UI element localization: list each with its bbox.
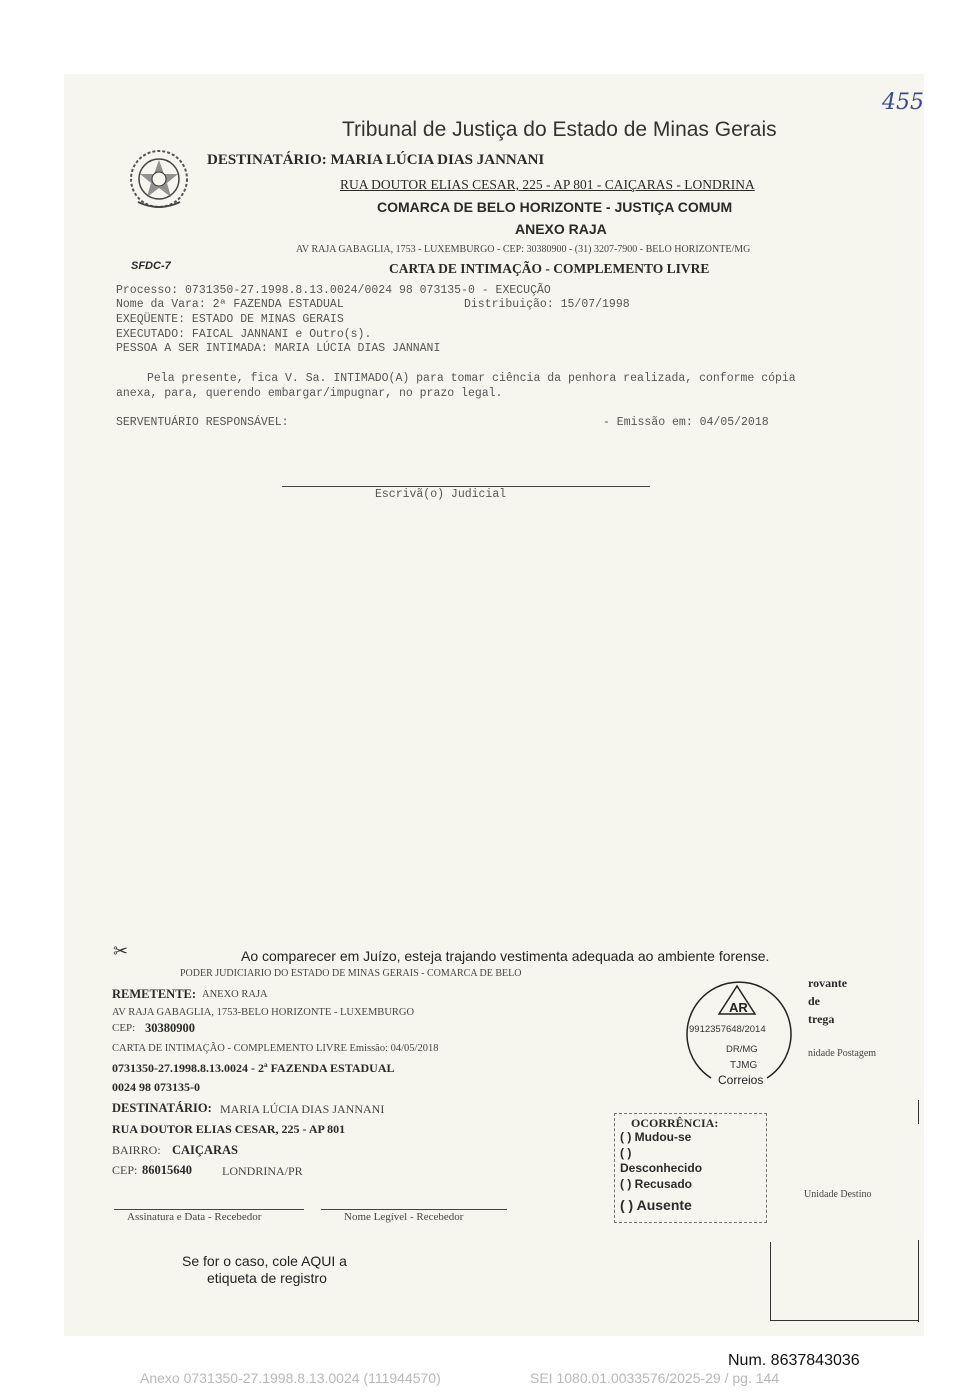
document-title: CARTA DE INTIMAÇÃO - COMPLEMENTO LIVRE	[389, 261, 710, 276]
serventuario-label: SERVENTUÁRIO RESPONSÁVEL:	[116, 416, 289, 429]
emission-date: - Emissão em: 04/05/2018	[603, 416, 769, 429]
case-pessoa: PESSOA A SER INTIMADA: MARIA LÚCIA DIAS JANNANI	[116, 342, 441, 355]
form-code: SFDC-7	[131, 260, 171, 272]
ar-remetente-value: ANEXO RAJA	[202, 989, 268, 1000]
handwritten-page-number: 455	[882, 90, 924, 115]
stamp-dr: DR/MG	[726, 1044, 758, 1055]
ar-poder-judiciario: PODER JUDICIARIO DO ESTADO DE MINAS GERAIS - COMARCA DE BELO	[180, 968, 522, 979]
case-vara: Nome da Vara: 2ª FAZENDA ESTADUAL	[116, 298, 344, 311]
court-name: Tribunal de Justiça do Estado de Minas Gerais	[342, 118, 777, 141]
receiver-name-label: Nome Legível - Recebedor	[344, 1211, 464, 1223]
ocorrencia-title: OCORRÊNCIA:	[631, 1116, 719, 1130]
ar-bairro-value: CAIÇARAS	[172, 1143, 238, 1157]
ar-cep-label: CEP:	[112, 1022, 136, 1034]
unidade-postagem-label: nidade Postagem	[808, 1048, 877, 1059]
body-line-1: Pela presente, fica V. Sa. INTIMADO(A) para tomar ciência da penhora realizada, conforme cópia	[147, 372, 796, 385]
ar-remetente-address: AV RAJA GABAGLIA, 1753-BELO HORIZONTE - LUXEMBURGO	[112, 1007, 415, 1018]
etiqueta-line-1: Se for o caso, cole AQUI a	[182, 1253, 347, 1269]
stamp-ar-text: AR	[729, 1000, 748, 1015]
header-recipient: DESTINATÁRIO: MARIA LÚCIA DIAS JANNANI	[207, 152, 545, 168]
ar-destinatario-address: RUA DOUTOR ELIAS CESAR, 225 - AP 801	[112, 1122, 346, 1136]
case-distribuicao: Distribuição: 15/07/1998	[464, 298, 630, 311]
body-line-2: anexa, para, querendo embargar/impugnar, no prazo legal.	[116, 387, 503, 400]
comprovante-3: trega	[808, 1012, 835, 1026]
signature-label: Escrivã(o) Judicial	[375, 488, 507, 501]
etiqueta-line-2: etiqueta de registro	[207, 1270, 327, 1286]
ar-bairro-label: BAIRRO:	[112, 1143, 161, 1157]
stamp-code: 9912357648/2014	[689, 1024, 766, 1035]
registro-box-right-edge	[918, 1240, 919, 1322]
receiver-signature-label: Assinatura e Data - Recebedor	[127, 1211, 262, 1223]
unidade-destino-label: Unidade Destino	[804, 1189, 872, 1200]
stamp-tjmg: TJMG	[730, 1060, 758, 1071]
attire-notice: Ao comparecer em Juízo, esteja trajando vestimenta adequada ao ambiente forense.	[241, 948, 770, 964]
stamp-correios: Correios	[718, 1073, 764, 1087]
ocorrencia-ausente: ( ) Ausente	[620, 1197, 692, 1213]
ocorrencia-desconhecido-check: ( )	[620, 1146, 632, 1160]
scissors-icon: ✂	[113, 941, 129, 961]
case-exequente: EXEQÜENTE: ESTADO DE MINAS GERAIS	[116, 313, 344, 326]
ocorrencia-desconhecido: Desconhecido	[620, 1161, 703, 1175]
ar-processo-line: 0731350-27.1998.8.13.0024 - 2ª FAZENDA ESTADUAL	[112, 1061, 395, 1075]
footer-sei-reference: SEI 1080.01.0033576/2025-29 / pg. 144	[530, 1370, 780, 1386]
ar-cep-value: 30380900	[145, 1021, 195, 1035]
ar-carta-line: CARTA DE INTIMAÇÃO - COMPLEMENTO LIVRE Emissão: 04/05/2018	[112, 1043, 439, 1054]
annex-title: ANEXO RAJA	[515, 221, 607, 237]
ar-numero-line: 0024 98 073135-0	[112, 1080, 200, 1094]
coat-of-arms-icon	[128, 146, 190, 212]
case-executado: EXECUTADO: FAICAL JANNANI e Outro(s).	[116, 328, 372, 341]
ar-remetente-label: REMETENTE:	[112, 987, 197, 1001]
comarca-title: COMARCA DE BELO HORIZONTE - JUSTIÇA COMUM	[377, 199, 733, 215]
receiver-signature-line	[114, 1209, 304, 1210]
ocorrencia-recusado: ( ) Recusado	[620, 1177, 693, 1191]
document-number: Num. 8637843036	[728, 1352, 860, 1369]
ar-city: LONDRINA/PR	[222, 1164, 303, 1178]
header-address: RUA DOUTOR ELIAS CESAR, 225 - AP 801 - CAIÇARAS - LONDRINA	[340, 177, 755, 192]
receiver-name-line	[321, 1209, 507, 1210]
registro-label-box	[770, 1242, 919, 1321]
signature-line	[282, 486, 650, 487]
ar-dest-cep-value: 86015640	[142, 1163, 192, 1177]
ocorrencia-mudou-se: ( ) Mudou-se	[620, 1130, 692, 1144]
court-address: AV RAJA GABAGLIA, 1753 - LUXEMBURGO - CEP: 30380900 - (31) 3207-7900 - BELO HORIZONTE/MG	[296, 244, 751, 255]
ar-destinatario-label: DESTINATÁRIO:	[112, 1101, 212, 1115]
ar-destinatario-value: MARIA LÚCIA DIAS JANNANI	[220, 1102, 385, 1116]
case-processo: Processo: 0731350-27.1998.8.13.0024/0024 98 073135-0 - EXECUÇÃO	[116, 284, 551, 297]
footer-annex-reference: Anexo 0731350-27.1998.8.13.0024 (111944570)	[140, 1370, 441, 1386]
destino-box-edge	[918, 1100, 919, 1124]
ar-dest-cep-label: CEP:	[112, 1163, 138, 1177]
comprovante-1: rovante	[808, 976, 848, 990]
comprovante-2: de	[808, 994, 820, 1008]
